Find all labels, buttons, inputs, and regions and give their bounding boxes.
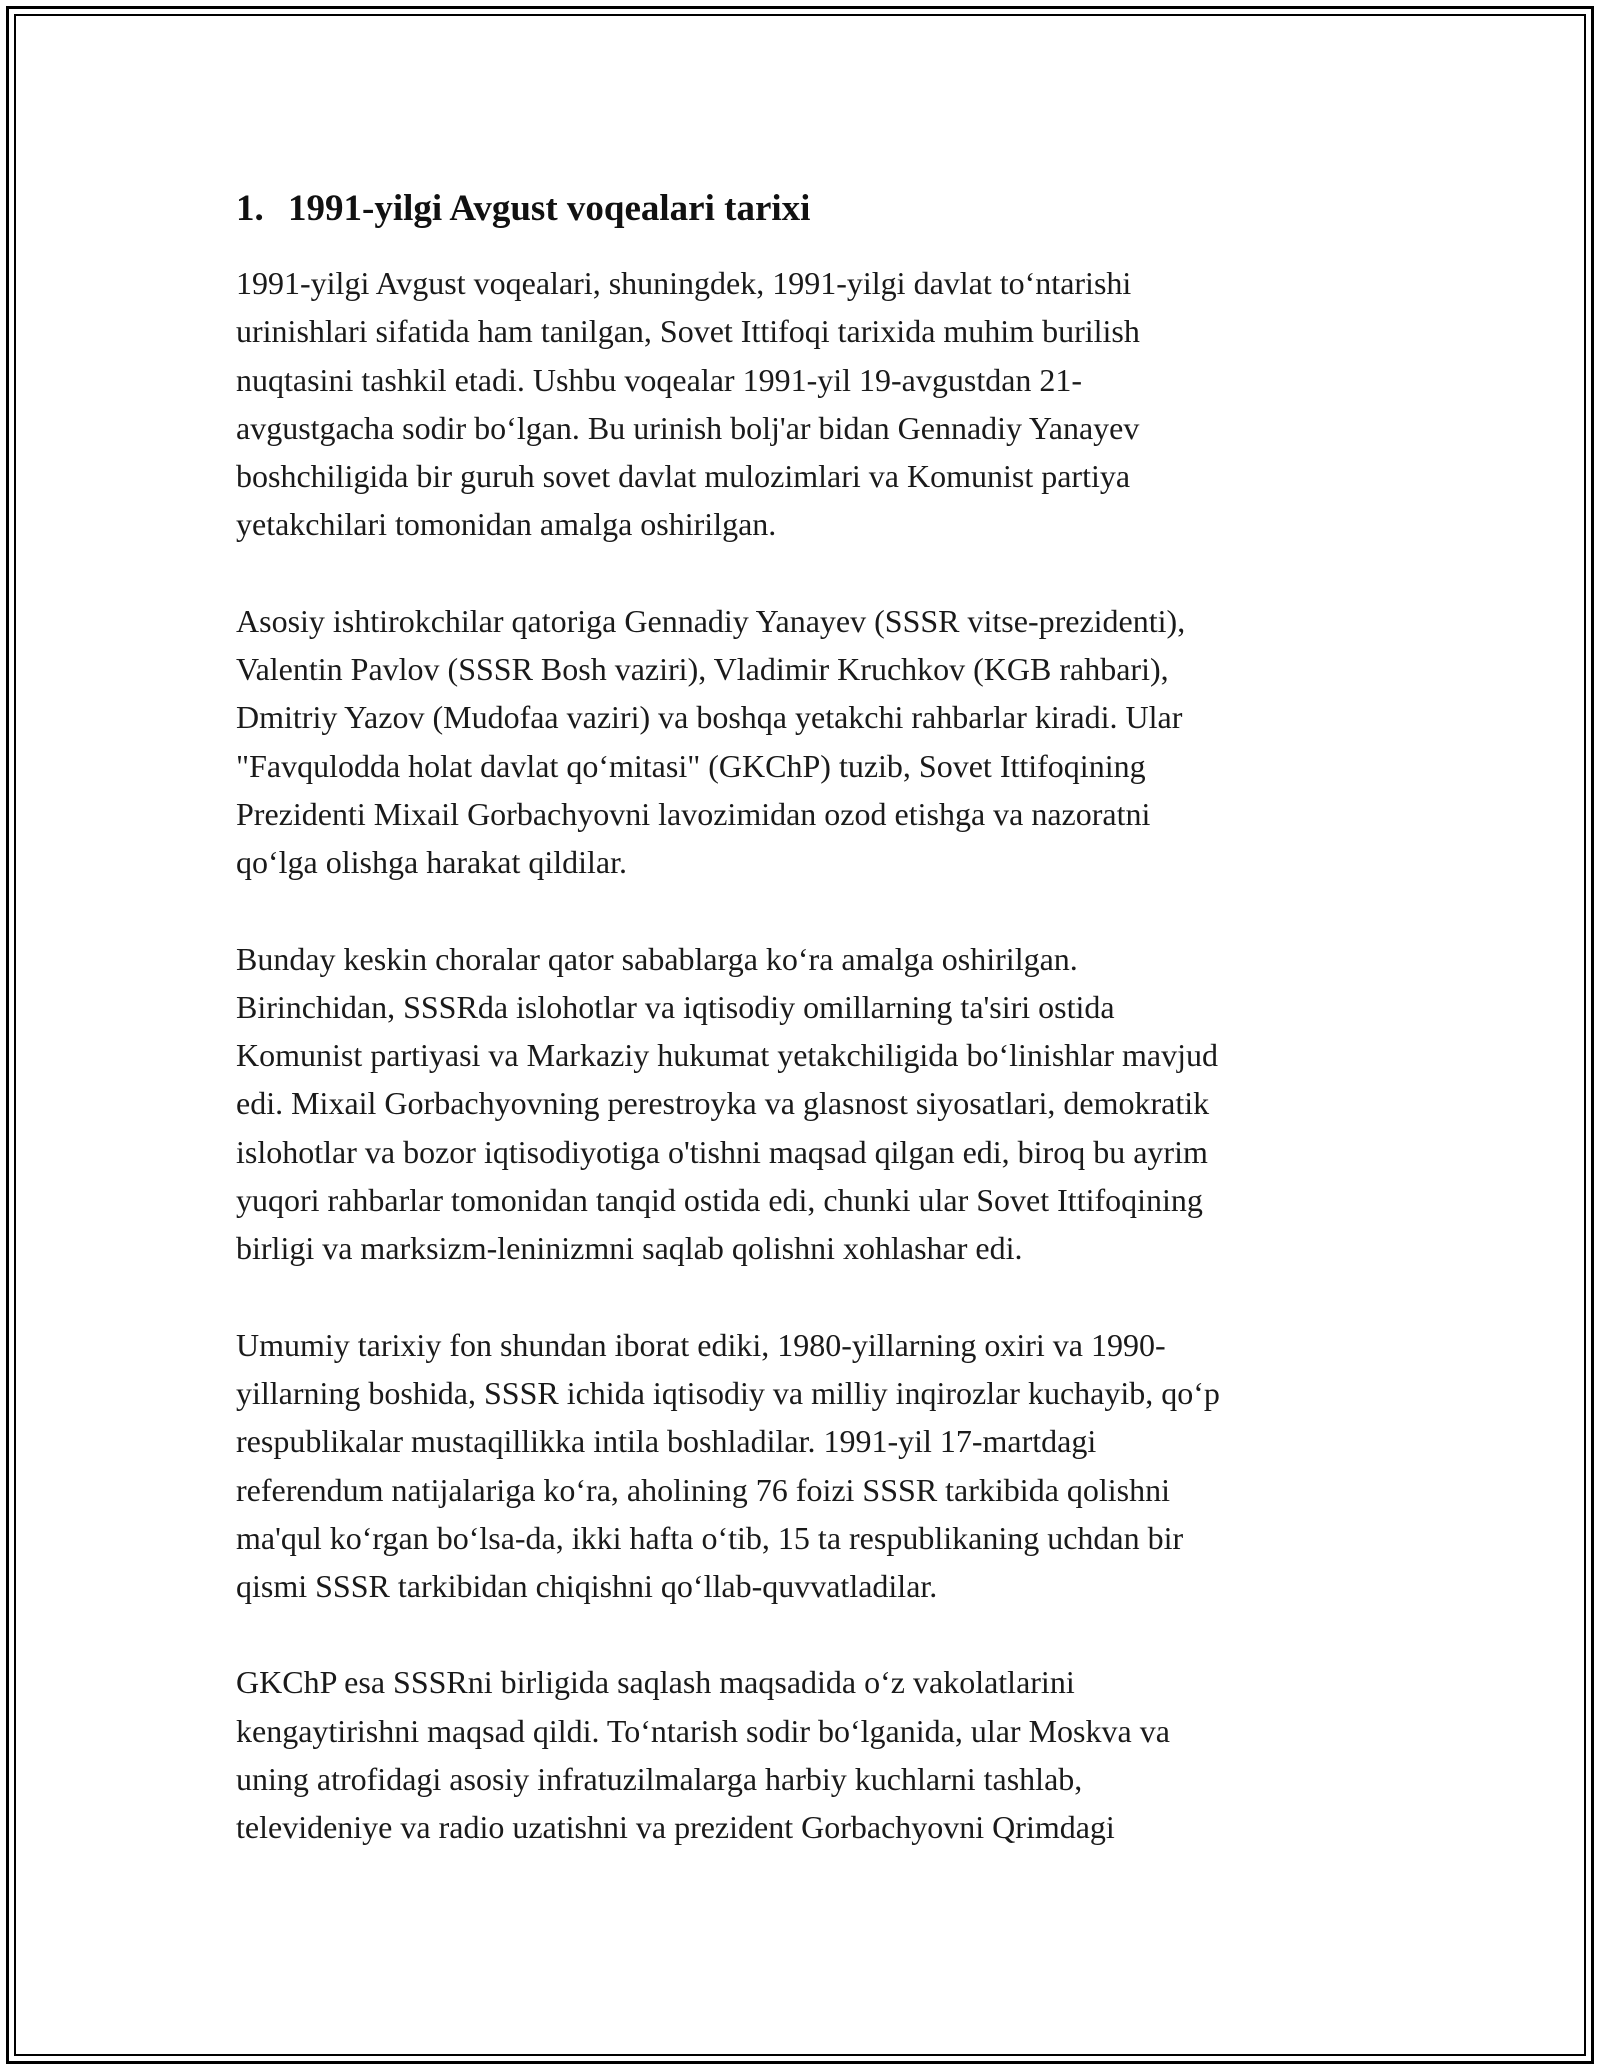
paragraph-line: respublikalar mustaqillikka intila boshladilar. 1991-yil 17-martdagi <box>236 1423 1097 1460</box>
paragraph-line: islohotlar va bozor iqtisodiyotiga o'tishni maqsad qilgan edi, biroq bu ayrim <box>236 1133 1208 1170</box>
paragraph-line: Valentin Pavlov (SSSR Bosh vaziri), Vladimir Kruchkov (KGB rahbari), <box>236 651 1169 688</box>
paragraph-line: Umumiy tarixiy fon shundan iborat ediki, 1980-yillarning oxiri va 1990- <box>236 1326 1166 1363</box>
section-heading <box>236 185 1366 233</box>
paragraph-line: Komunist partiyasi va Markaziy hukumat yetakchiligida bo‘linishlar mavjud <box>236 1037 1218 1074</box>
paragraph-line: boshchiligida bir guruh sovet davlat mulozimlari va Komunist partiya <box>236 458 1131 495</box>
paragraph <box>236 259 1366 549</box>
paragraph-line: Prezidenti Mixail Gorbachyovni lavozimidan ozod etishga va nazoratni <box>236 795 1151 832</box>
paragraph-line: yillarning boshida, SSSR ichida iqtisodiy va milliy inqirozlar kuchayib, qo‘p <box>236 1374 1220 1411</box>
section-number: 1. <box>236 188 264 229</box>
paragraph-line: kengaytirishni maqsad qildi. To‘ntarish sodir bo‘lganida, ular Moskva va <box>236 1712 1170 1749</box>
paragraph-line: urinishlari sifatida ham tanilgan, Sovet Ittifoqi tarixida muhim burilish <box>236 313 1140 350</box>
paragraph-line: nuqtasini tashkil etadi. Ushbu voqealar 1991-yil 19-avgustdan 21- <box>236 361 1083 398</box>
paragraph-line: Asosiy ishtirokchilar qatoriga Gennadiy Yanayev (SSSR vitse-prezidenti), <box>236 602 1186 639</box>
paragraph-line: ma'qul ko‘rgan bo‘lsa-da, ikki hafta o‘tib, 15 ta respublikaning uchdan bir <box>236 1519 1184 1556</box>
paragraph-line: yuqori rahbarlar tomonidan tanqid ostida edi, chunki ular Sovet Ittifoqining <box>236 1182 1203 1219</box>
paragraph <box>236 597 1366 887</box>
document-body <box>236 185 1366 1900</box>
paragraph-line: Bunday keskin choralar qator sabablarga ko‘ra amalga oshirilgan. <box>236 940 1078 977</box>
paragraph-line: birligi va marksizm-leninizmni saqlab qolishni xohlashar edi. <box>236 1230 1023 1267</box>
paragraph <box>236 1321 1366 1611</box>
paragraph-line: 1991-yilgi Avgust voqealari, shuningdek, 1991-yilgi davlat to‘ntarishi <box>236 265 1132 301</box>
paragraph-line: qismi SSSR tarkibidan chiqishni qo‘llab-quvvatladilar. <box>236 1568 938 1605</box>
paragraph-line: uning atrofidagi asosiy infratuzilmalarga harbiy kuchlarni tashlab, <box>236 1761 1083 1798</box>
paragraph-line: televideniye va radio uzatishni va prezident Gorbachyovni Qrimdagi <box>236 1809 1115 1846</box>
paragraph-line: qo‘lga olishga harakat qildilar. <box>236 844 627 881</box>
paragraph-line: GKChP esa SSSRni birligida saqlash maqsadida o‘z vakolatlarini <box>236 1664 1075 1701</box>
paragraph-line: Birinchidan, SSSRda islohotlar va iqtisodiy omillarning ta'siri ostida <box>236 988 1115 1025</box>
paragraph-line: referendum natijalariga ko‘ra, aholining 76 foizi SSSR tarkibida qolishni <box>236 1471 1171 1508</box>
paragraphs <box>236 259 1366 1852</box>
section-title: 1991-yilgi Avgust voqealari tarixi <box>288 188 811 229</box>
paragraph-line: yetakchilari tomonidan amalga oshirilgan. <box>236 506 777 543</box>
paragraph-line: "Favqulodda holat davlat qo‘mitasi" (GKChP) tuzib, Sovet Ittifoqining <box>236 747 1146 784</box>
paragraph <box>236 935 1366 1273</box>
paragraph-line: Dmitriy Yazov (Mudofaa vaziri) va boshqa yetakchi rahbarlar kiradi. Ular <box>236 699 1183 736</box>
paragraph-line: edi. Mixail Gorbachyovning perestroyka va glasnost siyosatlari, demokratik <box>236 1085 1210 1122</box>
paragraph-line: avgustgacha sodir bo‘lgan. Bu urinish bolj'ar bidan Gennadiy Yanayev <box>236 409 1140 446</box>
paragraph <box>236 1658 1366 1851</box>
